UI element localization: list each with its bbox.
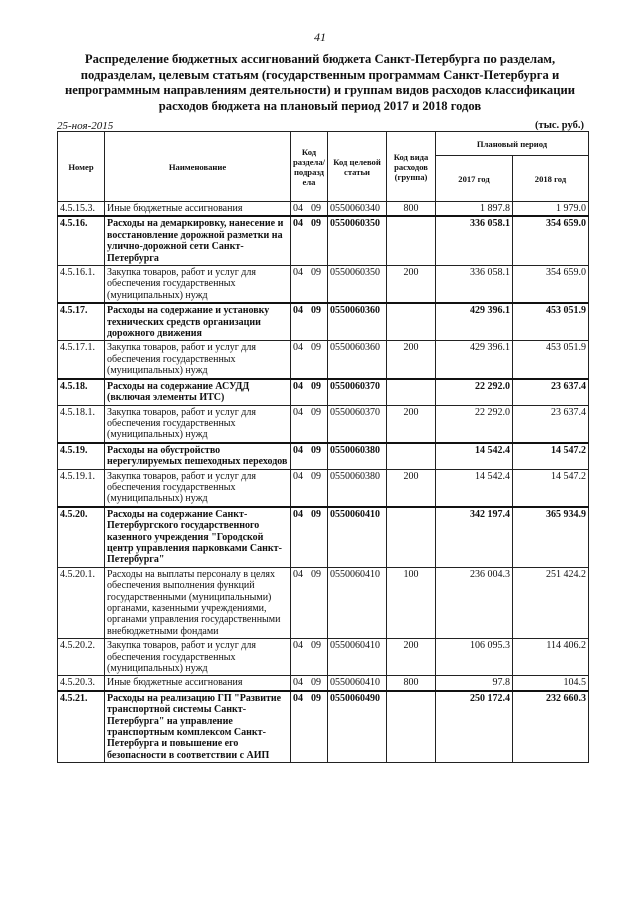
row-number: 4.5.19.1. [58, 469, 105, 507]
row-value-2017: 22 292.0 [436, 405, 513, 443]
row-article-code: 0550060350 [328, 266, 387, 304]
row-value-2017: 429 396.1 [436, 303, 513, 341]
row-value-2017: 336 058.1 [436, 266, 513, 304]
row-group-code [387, 507, 436, 568]
row-section-code [291, 405, 328, 443]
row-value-2017: 236 004.3 [436, 567, 513, 638]
page-number: 41 [314, 30, 326, 44]
row-name: Расходы на реализацию ГП "Развитие транспортной системы Санкт-Петербурга" на управление транспортным комплексом Санкт-Петербурга и повышение его безопасности в соответствии с АИП [105, 691, 291, 763]
row-subsection: 09 [311, 677, 321, 689]
row-value-2018: 453 051.9 [513, 303, 589, 341]
header-year-2018: 2018 год [513, 156, 589, 202]
row-article-code: 0550060360 [328, 341, 387, 379]
row-group-code: 800 [387, 202, 436, 217]
row-subsection: 09 [311, 406, 321, 418]
row-value-2018: 14 547.2 [513, 443, 589, 469]
table-row [58, 266, 589, 304]
units-label: (тыс. руб.) [535, 120, 584, 131]
row-section: 04 [293, 444, 303, 456]
row-number: 4.5.17. [58, 303, 105, 341]
row-section: 04 [293, 342, 303, 354]
table-row [58, 341, 589, 379]
row-value-2018: 23 637.4 [513, 379, 589, 405]
row-number: 4.5.20.3. [58, 676, 105, 691]
row-section-code [291, 341, 328, 379]
row-subsection: 09 [311, 342, 321, 354]
row-value-2017: 97.8 [436, 676, 513, 691]
row-article-code: 0550060350 [328, 216, 387, 265]
header-section-code: Код раздела/ подразд ела [291, 132, 328, 202]
document-date: 25-ноя-2015 [57, 120, 114, 132]
row-article-code: 0550060410 [328, 507, 387, 568]
row-section-code [291, 303, 328, 341]
row-section-code [291, 266, 328, 304]
row-value-2017: 429 396.1 [436, 341, 513, 379]
row-section-code [291, 216, 328, 265]
row-article-code: 0550060370 [328, 379, 387, 405]
header-planned-period: Плановый период [436, 132, 589, 156]
row-value-2018: 251 424.2 [513, 567, 589, 638]
table-row [58, 405, 589, 443]
row-article-code: 0550060340 [328, 202, 387, 217]
row-name: Закупка товаров, работ и услуг для обеспечения государственных (муниципальных) нужд [105, 341, 291, 379]
header-number: Номер [58, 132, 105, 202]
row-section-code [291, 567, 328, 638]
row-section-code [291, 691, 328, 763]
row-value-2017: 106 095.3 [436, 639, 513, 676]
row-group-code: 200 [387, 266, 436, 304]
row-subsection: 09 [311, 508, 321, 520]
row-article-code: 0550060410 [328, 639, 387, 676]
row-section: 04 [293, 692, 303, 704]
row-section-code [291, 639, 328, 676]
row-section: 04 [293, 267, 303, 279]
row-name: Иные бюджетные ассигнования [105, 202, 291, 217]
row-group-code [387, 691, 436, 763]
row-number: 4.5.19. [58, 443, 105, 469]
row-number: 4.5.15.3. [58, 202, 105, 217]
row-name: Расходы на содержание и установку технических средств организации дорожного движения [105, 303, 291, 341]
row-section-code [291, 443, 328, 469]
row-value-2018: 14 547.2 [513, 469, 589, 507]
row-section: 04 [293, 470, 303, 482]
table-row [58, 443, 589, 469]
row-name: Закупка товаров, работ и услуг для обеспечения государственных (муниципальных) нужд [105, 639, 291, 676]
row-name: Иные бюджетные ассигнования [105, 676, 291, 691]
row-number: 4.5.17.1. [58, 341, 105, 379]
row-article-code: 0550060380 [328, 469, 387, 507]
row-number: 4.5.20.1. [58, 567, 105, 638]
header-article-code: Код целевой статьи [328, 132, 387, 202]
row-group-code: 200 [387, 341, 436, 379]
row-group-code: 800 [387, 676, 436, 691]
table-row [58, 691, 589, 763]
row-group-code [387, 443, 436, 469]
row-name: Закупка товаров, работ и услуг для обеспечения государственных (муниципальных) нужд [105, 405, 291, 443]
row-value-2017: 342 197.4 [436, 507, 513, 568]
row-value-2017: 14 542.4 [436, 469, 513, 507]
row-number: 4.5.18.1. [58, 405, 105, 443]
row-group-code [387, 216, 436, 265]
row-number: 4.5.16.1. [58, 266, 105, 304]
row-name: Расходы на содержание Санкт-Петербургского государственного казенного учреждения "Городской центр управления парковками Санкт-Петербурга" [105, 507, 291, 568]
row-group-code: 200 [387, 469, 436, 507]
budget-table [57, 131, 589, 763]
row-group-code: 200 [387, 639, 436, 676]
table-row [58, 202, 589, 217]
row-subsection: 09 [311, 470, 321, 482]
row-article-code: 0550060410 [328, 676, 387, 691]
header-year-2017: 2017 год [436, 156, 513, 202]
row-section: 04 [293, 568, 303, 580]
row-article-code: 0550060360 [328, 303, 387, 341]
row-subsection: 09 [311, 267, 321, 279]
row-subsection: 09 [311, 218, 321, 230]
row-value-2018: 354 659.0 [513, 266, 589, 304]
row-name: Закупка товаров, работ и услуг для обеспечения государственных (муниципальных) нужд [105, 469, 291, 507]
row-value-2018: 232 660.3 [513, 691, 589, 763]
row-subsection: 09 [311, 640, 321, 652]
row-name: Закупка товаров, работ и услуг для обеспечения государственных (муниципальных) нужд [105, 266, 291, 304]
row-value-2018: 453 051.9 [513, 341, 589, 379]
row-article-code: 0550060410 [328, 567, 387, 638]
row-value-2018: 1 979.0 [513, 202, 589, 217]
row-value-2018: 104.5 [513, 676, 589, 691]
row-section-code [291, 507, 328, 568]
row-subsection: 09 [311, 444, 321, 456]
table-body [58, 202, 589, 763]
row-value-2018: 23 637.4 [513, 405, 589, 443]
row-value-2017: 250 172.4 [436, 691, 513, 763]
row-section: 04 [293, 305, 303, 317]
row-name: Расходы на демаркировку, нанесение и восстановление дорожной разметки на улично-дорожной сети Санкт-Петербурга [105, 216, 291, 265]
row-number: 4.5.18. [58, 379, 105, 405]
row-number: 4.5.20. [58, 507, 105, 568]
row-value-2018: 114 406.2 [513, 639, 589, 676]
table-row [58, 567, 589, 638]
row-article-code: 0550060370 [328, 405, 387, 443]
row-subsection: 09 [311, 203, 321, 214]
table-row [58, 379, 589, 405]
row-subsection: 09 [311, 305, 321, 317]
row-value-2017: 22 292.0 [436, 379, 513, 405]
row-section-code [291, 676, 328, 691]
table-row [58, 216, 589, 265]
document-title: Распределение бюджетных ассигнований бюджета Санкт-Петербурга по разделам, подразделам, целевым статьям (государственным программам Санкт-Петербурга и непрограммным направлениям деятельности) и группам видов расходов классификации расходов бюджета на плановый период 2017 и 2018 годов [65, 52, 575, 113]
row-section-code [291, 202, 328, 217]
table-row [58, 676, 589, 691]
row-number: 4.5.20.2. [58, 639, 105, 676]
row-section: 04 [293, 508, 303, 520]
row-article-code: 0550060380 [328, 443, 387, 469]
row-section: 04 [293, 406, 303, 418]
row-group-code: 100 [387, 567, 436, 638]
row-value-2017: 14 542.4 [436, 443, 513, 469]
header-name: Наименование [105, 132, 291, 202]
row-group-code [387, 303, 436, 341]
row-value-2017: 1 897.8 [436, 202, 513, 217]
row-section: 04 [293, 203, 303, 214]
row-name: Расходы на выплаты персоналу в целях обеспечения выполнения функций государственными (муниципальными) органами, казенными учреждениями, органами управления государственными внебюджетными фондами [105, 567, 291, 638]
row-group-code: 200 [387, 405, 436, 443]
table-row [58, 303, 589, 341]
row-value-2018: 354 659.0 [513, 216, 589, 265]
row-name: Расходы на обустройство нерегулируемых пешеходных переходов [105, 443, 291, 469]
table-row [58, 469, 589, 507]
row-group-code [387, 379, 436, 405]
row-subsection: 09 [311, 692, 321, 704]
row-section: 04 [293, 380, 303, 392]
row-name: Расходы на содержание АСУДД (включая элементы ИТС) [105, 379, 291, 405]
row-subsection: 09 [311, 380, 321, 392]
row-number: 4.5.16. [58, 216, 105, 265]
row-section: 04 [293, 640, 303, 652]
header-group-code: Код вида расходов (группа) [387, 132, 436, 202]
row-value-2017: 336 058.1 [436, 216, 513, 265]
row-subsection: 09 [311, 568, 321, 580]
row-value-2018: 365 934.9 [513, 507, 589, 568]
row-section-code [291, 469, 328, 507]
table-row [58, 507, 589, 568]
row-article-code: 0550060490 [328, 691, 387, 763]
row-number: 4.5.21. [58, 691, 105, 763]
row-section-code [291, 379, 328, 405]
row-section: 04 [293, 677, 303, 689]
row-section: 04 [293, 218, 303, 230]
table-row [58, 639, 589, 676]
